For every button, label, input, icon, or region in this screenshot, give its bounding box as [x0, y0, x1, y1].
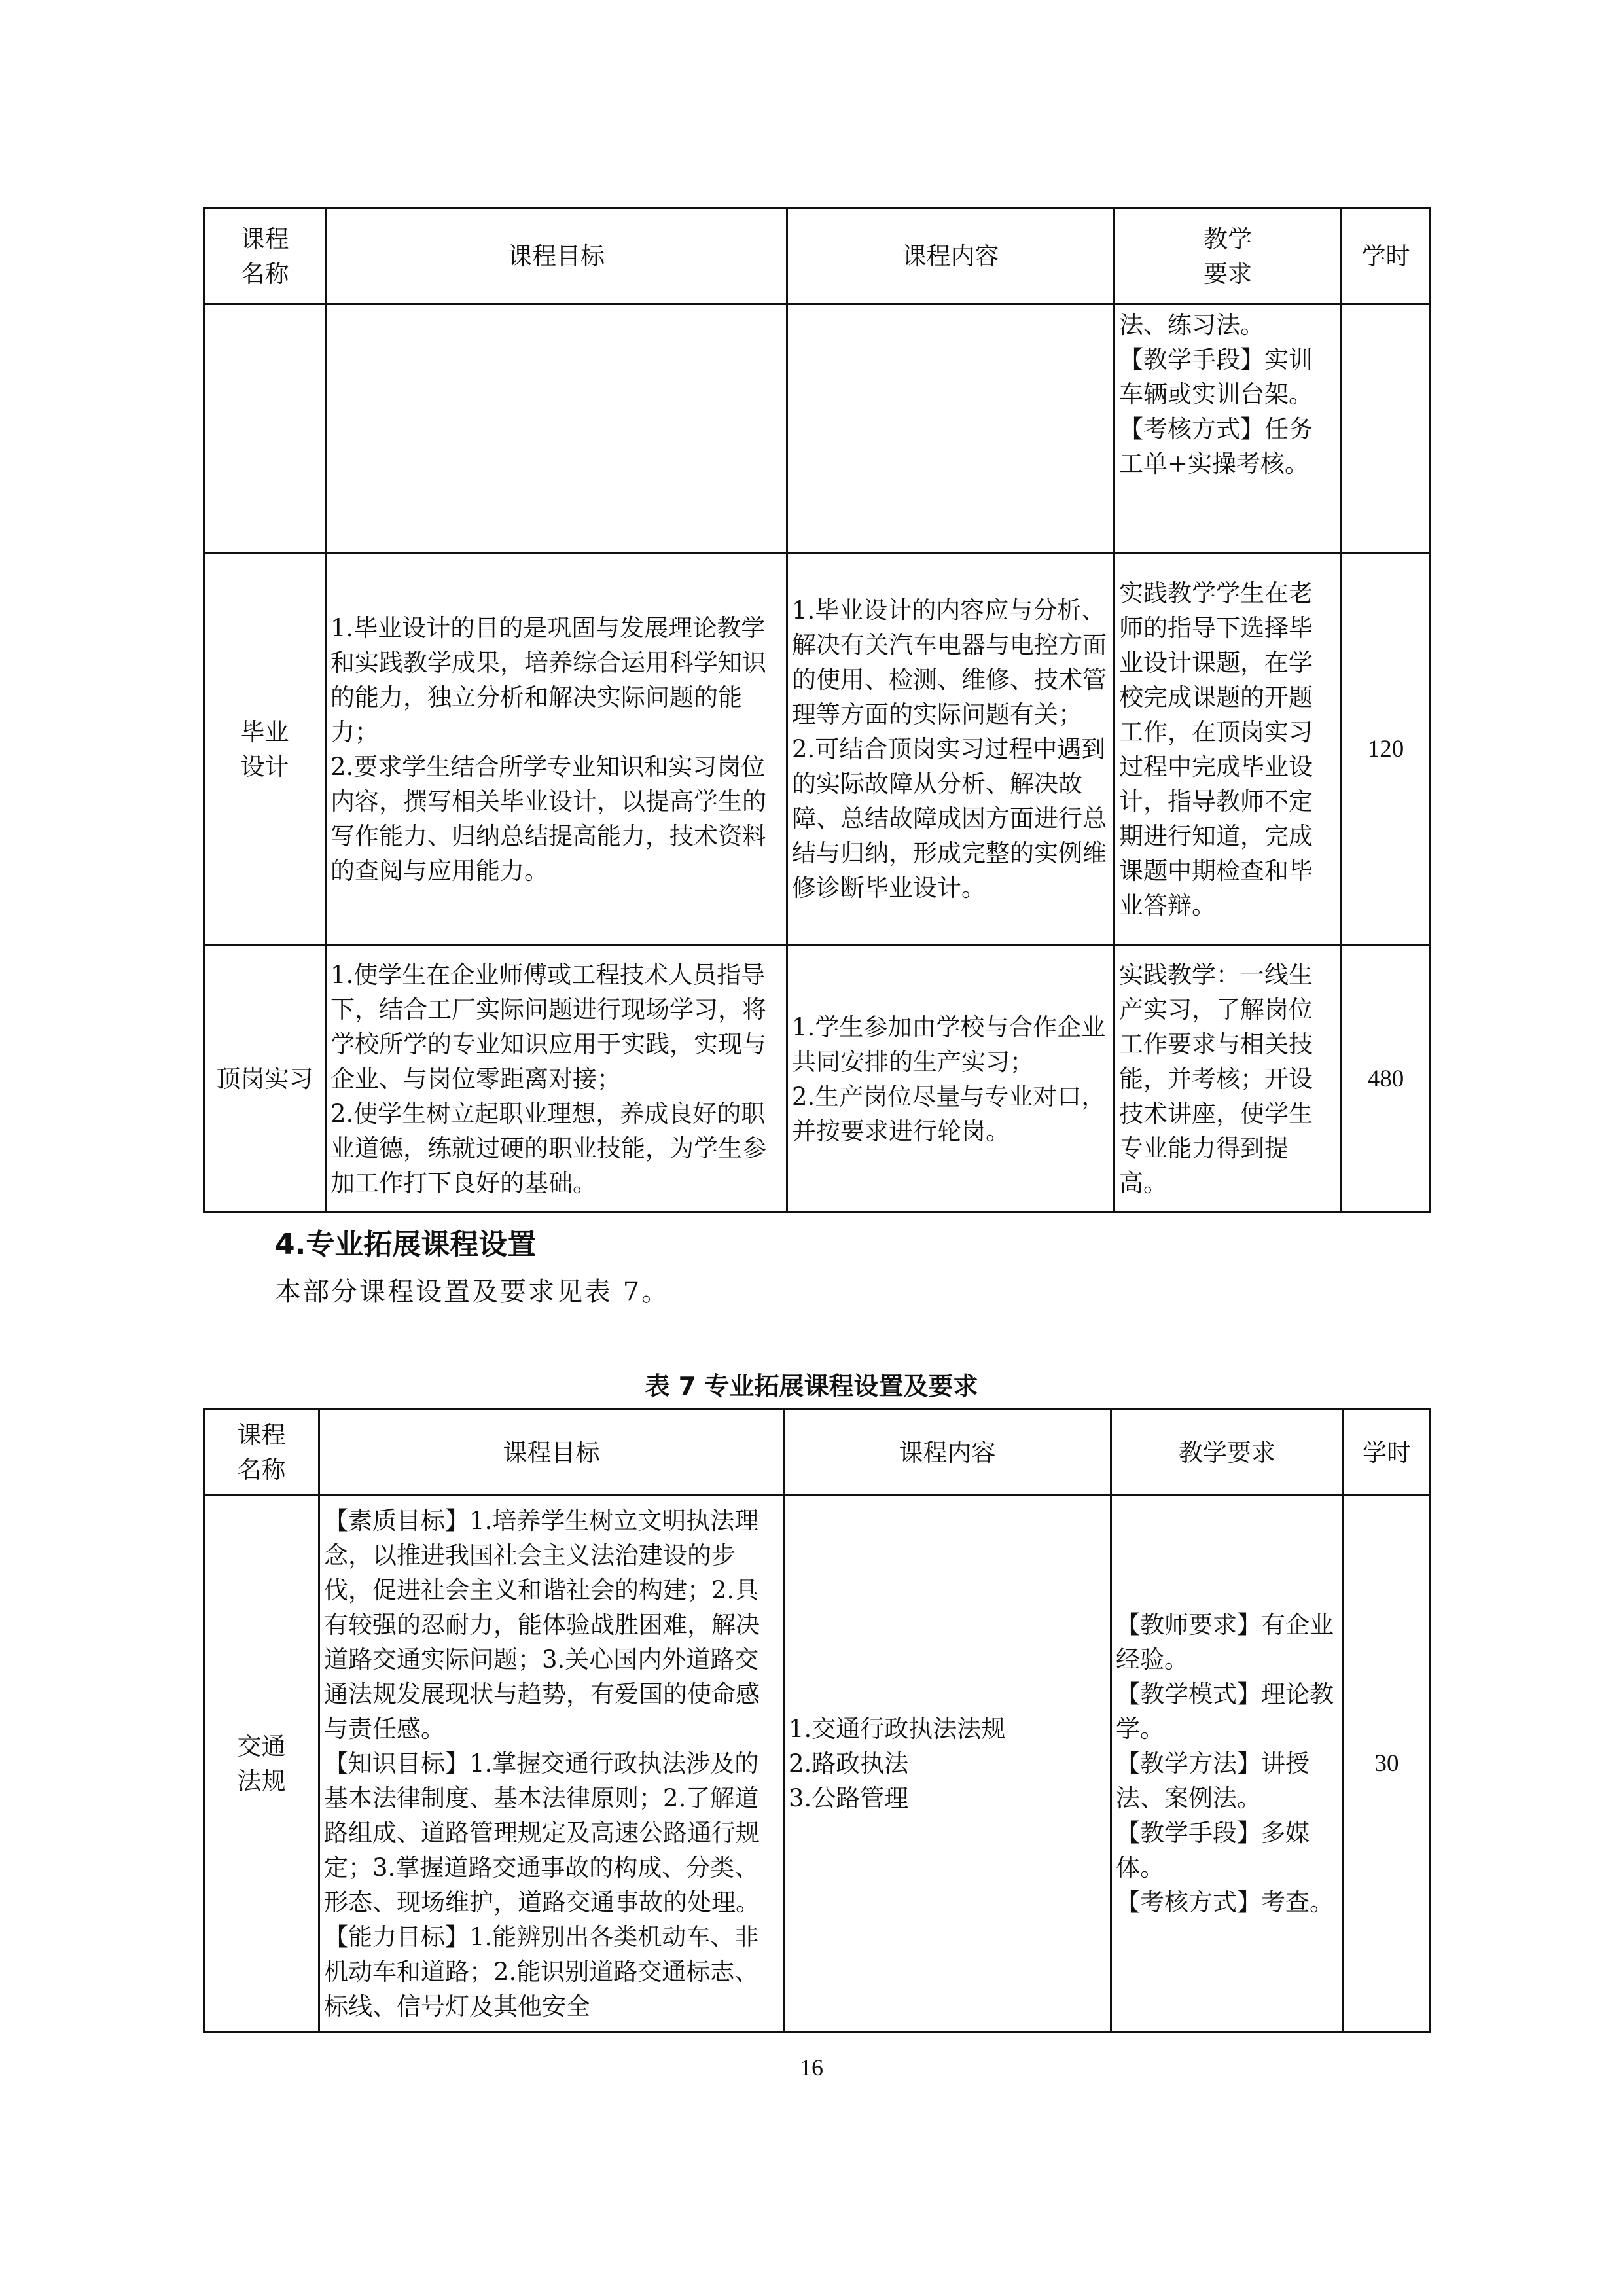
course-content-cell [787, 304, 1115, 553]
section-paragraph: 本部分课程设置及要求见表 7。 [275, 1277, 670, 1307]
course-name-cell [204, 553, 326, 946]
teaching-requirements-cell [1115, 946, 1342, 1213]
header-course-name: 课程 名称 [204, 1410, 319, 1496]
header-course-content: 课程内容 [784, 1410, 1111, 1496]
course-content-cell [787, 946, 1115, 1213]
course-content-line: 1.交通行政执法法规 [789, 1715, 1006, 1743]
page-number: 16 [800, 2054, 823, 2081]
course-goal-line: 【能力目标】1.能辨别出各类机动车、非机动车和道路；2.能识别道路交通标志、标线、信号灯及其他安全 [324, 1923, 759, 2020]
course-content-line: 1.学生参加由学校与合作企业共同安排的生产实习； [792, 1013, 1106, 1076]
course-content-line: 2.可结合顶岗实习过程中遇到的实际故障从分析、解决故障、总结故障成因方面进行总结与归纳，形成完整的实例维修诊断毕业设计。 [792, 735, 1107, 902]
class-hours-cell [1342, 304, 1431, 553]
header-course-goal: 课程目标 [319, 1410, 784, 1496]
table-row [204, 946, 1431, 1213]
section-heading: 4.专业拓展课程设置 [275, 1228, 537, 1261]
course-name-cell [204, 1496, 319, 2032]
table-row [204, 304, 1431, 553]
course-goal-line: 1.使学生在企业师傅或工程技术人员指导下，结合工厂实际问题进行现场学习，将学校所学的专业知识应用于实践，实现与企业、与岗位零距离对接； [330, 961, 766, 1093]
header-course-content: 课程内容 [787, 209, 1115, 304]
table-header-row [204, 209, 1431, 304]
table-caption: 表 7 专业拓展课程设置及要求 [645, 1372, 978, 1401]
course-content-line: 2.路政执法 [789, 1749, 909, 1778]
header-teaching-requirements: 教学 要求 [1115, 209, 1342, 304]
course-name-text: 毕业 [240, 717, 289, 746]
teaching-requirements-cell [1115, 553, 1342, 946]
teaching-requirement-line: 【教学手段】多媒体。 [1116, 1819, 1310, 1882]
teaching-requirement-line: 【考核方式】任务工单+实操考核。 [1119, 415, 1313, 478]
course-goal-line: 1.毕业设计的目的是巩固与发展理论教学和实践教学成果，培养综合运用科学知识的能力，独立分析和解决实际问题的能力； [330, 613, 766, 746]
class-hours-cell: 480 [1342, 946, 1431, 1213]
course-goal-cell [326, 304, 787, 553]
course-content-line: 3.公路管理 [789, 1784, 909, 1812]
course-goal-cell [326, 946, 787, 1213]
table-header-row [204, 1410, 1431, 1496]
teaching-requirement-line: 实践教学：一线生产实习，了解岗位工作要求与相关技能，并考核；开设技术讲座，使学生专业能力得到提高。 [1119, 961, 1313, 1197]
teaching-requirement-line: 【考核方式】考查。 [1116, 1888, 1334, 1916]
header-class-hours: 学时 [1344, 1410, 1431, 1496]
course-goal-line: 【素质目标】1.培养学生树立文明执法理念，以推进我国社会主义法治建设的步伐，促进社会主义和谐社会的构建；2.具有较强的忍耐力，能体验战胜困难，解决道路交通实际问题；3.关心国内外道路交通法规发展现状与趋势，有爱国的使命感与责任感。 [324, 1507, 760, 1743]
curriculum-table-continued [203, 207, 1431, 1213]
course-content-cell [784, 1496, 1111, 2032]
course-name-cell [204, 946, 326, 1213]
course-name-text: 交通 [237, 1732, 286, 1761]
course-content-cell [787, 553, 1115, 946]
teaching-requirement-line: 【教学方法】讲授法、案例法。 [1116, 1749, 1310, 1812]
course-goal-cell [326, 553, 787, 946]
course-goal-line: 【知识目标】1.掌握交通行政执法涉及的基本法律制度、基本法律原则；2.了解道路组成、道路管理规定及高速公路通行规定；3.掌握道路交通事故的构成、分类、形态、现场维护，道路交通事故的处理。 [324, 1749, 760, 1916]
header-teaching-requirements: 教学要求 [1111, 1410, 1344, 1496]
teaching-requirement-line: 实践教学学生在老师的指导下选择毕业设计课题，在学校完成课题的开题工作，在顶岗实习过程中完成毕业设计，指导教师不定期进行知道，完成课题中期检查和毕业答辩。 [1119, 579, 1313, 920]
header-course-goal: 课程目标 [326, 209, 787, 304]
class-hours-cell: 30 [1344, 1496, 1431, 2032]
course-goal-line: 2.要求学生结合所学专业知识和实习岗位内容，撰写相关毕业设计，以提高学生的写作能力、归纳总结提高能力，技术资料的查阅与应用能力。 [330, 752, 766, 885]
teaching-requirement-line: 【教师要求】有企业经验。 [1116, 1611, 1334, 1674]
course-content-line: 1.毕业设计的内容应与分析、解决有关汽车电器与电控方面的使用、检测、维修、技术管理等方面的实际问题有关； [792, 596, 1107, 728]
course-content-line: 2.生产岗位尽量与专业对口，并按要求进行轮岗。 [792, 1082, 1106, 1145]
course-goal-line: 2.使学生树立起职业理想，养成良好的职业道德，练就过硬的职业技能，为学生参加工作打下良好的基础。 [330, 1100, 766, 1197]
header-course-name: 课程 名称 [204, 209, 326, 304]
table-row [204, 553, 1431, 946]
header-class-hours: 学时 [1342, 209, 1431, 304]
course-name-text: 法规 [237, 1767, 286, 1795]
table-row [204, 1496, 1431, 2032]
course-name-text: 顶岗实习 [216, 1065, 313, 1093]
extension-course-table [203, 1408, 1431, 2033]
course-name-text: 设计 [240, 752, 289, 781]
teaching-requirement-line: 【教学模式】理论教学。 [1116, 1680, 1334, 1743]
course-name-cell [204, 304, 326, 553]
teaching-requirement-line: 【教学手段】实训车辆或实训台架。 [1119, 346, 1313, 408]
teaching-requirements-cell [1115, 304, 1342, 553]
class-hours-cell: 120 [1342, 553, 1431, 946]
teaching-requirement-line: 法、练习法。 [1119, 311, 1264, 339]
course-goal-cell [319, 1496, 784, 2032]
teaching-requirements-cell [1111, 1496, 1344, 2032]
